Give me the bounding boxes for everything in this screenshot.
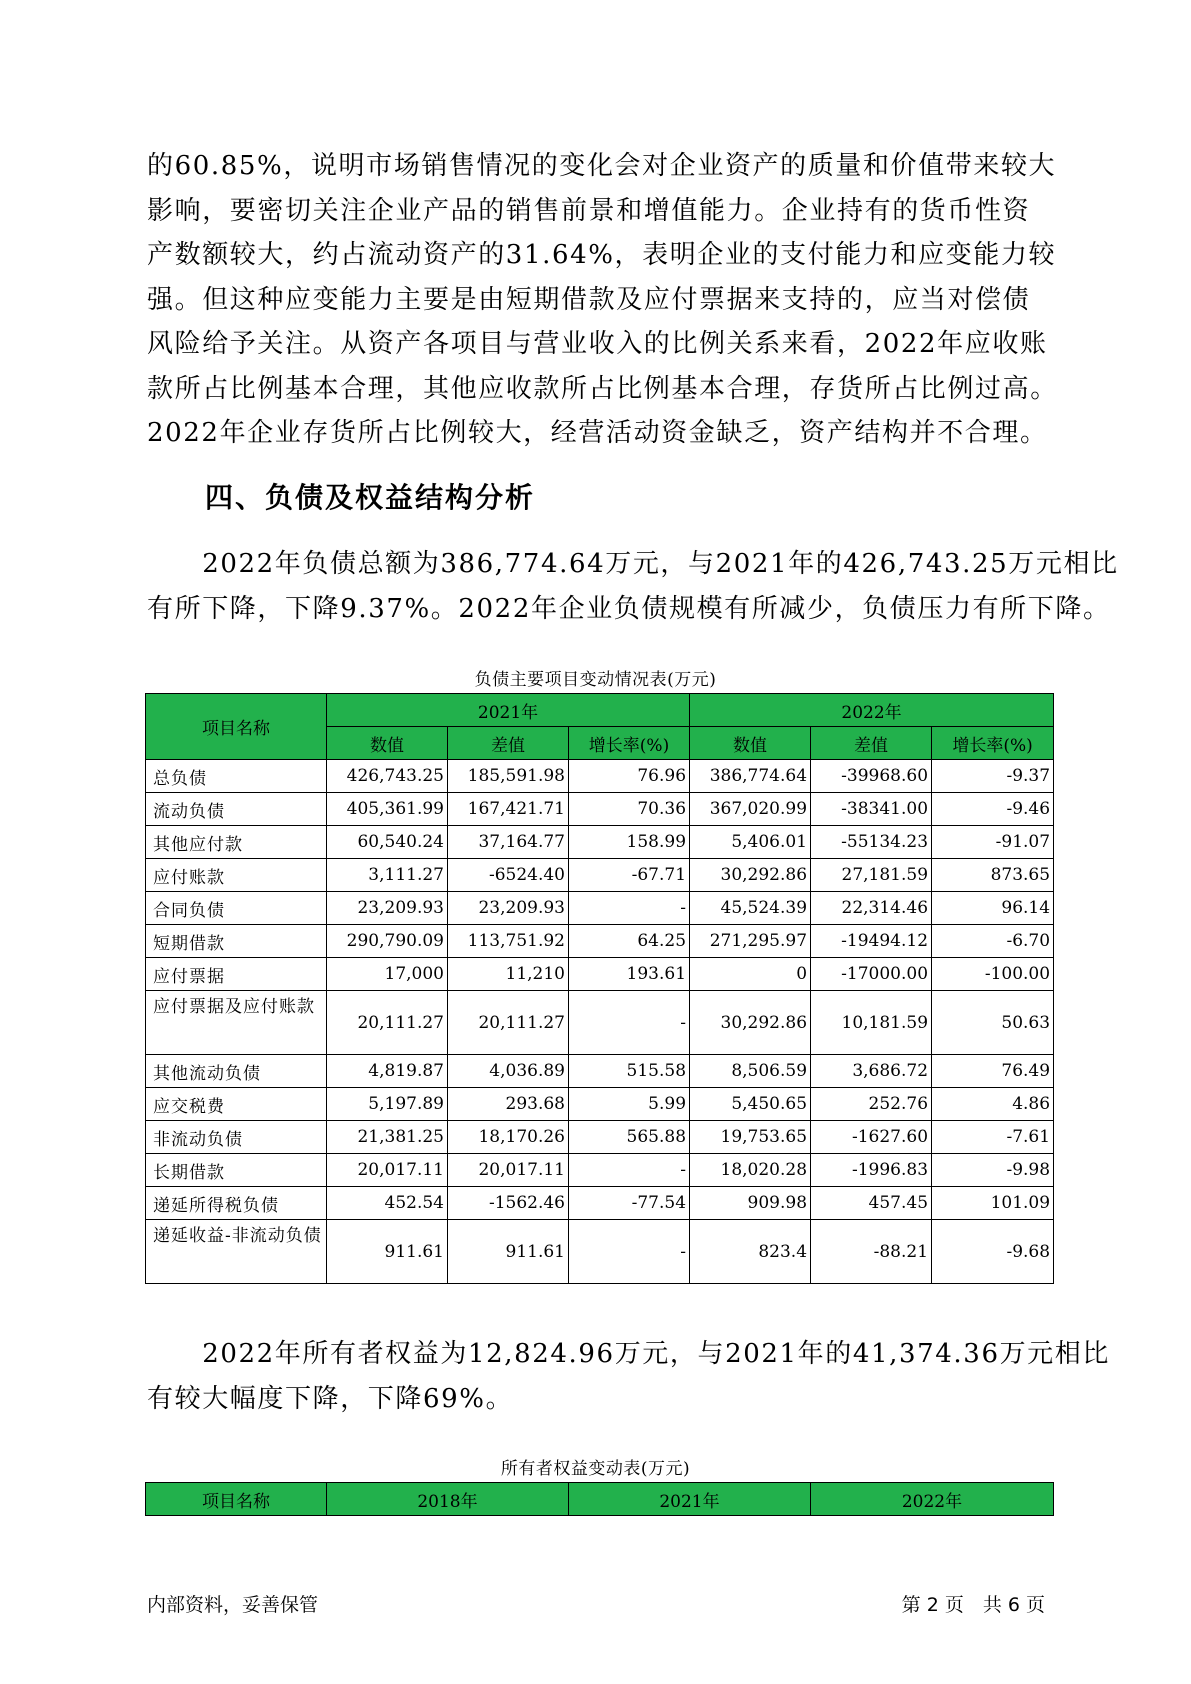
diff-2022-cell: -1996.83 (811, 1154, 932, 1187)
header-growth: 增长率(%) (569, 727, 690, 760)
footer-page-number: 第 2 页 共 6 页 (901, 1594, 1045, 1616)
table-row (146, 892, 1054, 925)
table-row (146, 1055, 1054, 1088)
diff-2022-cell: 252.76 (811, 1088, 932, 1121)
growth-2021-cell: 76.96 (569, 760, 690, 793)
value-2021-cell: 60,540.24 (327, 826, 448, 859)
header-diff: 差值 (448, 727, 569, 760)
value-2021-cell: 20,111.27 (327, 991, 448, 1055)
growth-2021-cell: 158.99 (569, 826, 690, 859)
value-2022-cell: 30,292.86 (690, 991, 811, 1055)
row-name-cell: 应付票据及应付账款 (146, 991, 327, 1055)
value-2021-cell: 911.61 (327, 1220, 448, 1284)
diff-2022-cell: 27,181.59 (811, 859, 932, 892)
table-row (146, 826, 1054, 859)
diff-2022-cell: -17000.00 (811, 958, 932, 991)
diff-2021-cell: 20,111.27 (448, 991, 569, 1055)
growth-2022-cell: 873.65 (932, 859, 1054, 892)
value-2021-cell: 5,197.89 (327, 1088, 448, 1121)
intro-line: 的60.85%，说明市场销售情况的变化会对企业资产的质量和价值带来较大 (147, 151, 1057, 181)
diff-2021-cell: 23,209.93 (448, 892, 569, 925)
table-row (146, 925, 1054, 958)
diff-2022-cell: 22,314.46 (811, 892, 932, 925)
row-name-cell: 应付账款 (146, 859, 327, 892)
header-value: 数值 (327, 727, 448, 760)
liability-line: 2022年负债总额为386,774.64万元，与2021年的426,743.25万元相比 (147, 549, 1119, 579)
row-name-cell: 应付票据 (146, 958, 327, 991)
row-name-cell: 流动负债 (146, 793, 327, 826)
row-name-cell: 应交税费 (146, 1088, 327, 1121)
row-name-cell: 其他流动负债 (146, 1055, 327, 1088)
intro-line: 产数额较大，约占流动资产的31.64%，表明企业的支付能力和应变能力较 (147, 240, 1057, 270)
table-row (146, 1187, 1054, 1220)
footer-left: 内部资料，妥善保管 (147, 1594, 319, 1616)
value-2021-cell: 4,819.87 (327, 1055, 448, 1088)
liability-line: 有所下降，下降9.37%。2022年企业负债规模有所减少，负债压力有所下降。 (147, 593, 1111, 624)
header-value: 数值 (690, 727, 811, 760)
diff-2022-cell: -88.21 (811, 1220, 932, 1284)
value-2021-cell: 23,209.93 (327, 892, 448, 925)
table-row (146, 1121, 1054, 1154)
table-row (146, 760, 1054, 793)
table-row (146, 991, 1054, 1055)
growth-2022-cell: -9.98 (932, 1154, 1054, 1187)
value-2022-cell: 19,753.65 (690, 1121, 811, 1154)
row-name-cell: 递延收益-非流动负债 (146, 1220, 327, 1284)
header-year-2021: 2021年 (569, 1483, 811, 1516)
row-name-cell: 其他应付款 (146, 826, 327, 859)
liability-paragraph (147, 542, 1119, 631)
value-2022-cell: 271,295.97 (690, 925, 811, 958)
header-year-2022: 2022年 (690, 694, 1054, 727)
diff-2021-cell: 18,170.26 (448, 1121, 569, 1154)
diff-2022-cell: -39968.60 (811, 760, 932, 793)
growth-2021-cell: - (569, 991, 690, 1055)
row-name-cell: 长期借款 (146, 1154, 327, 1187)
growth-2022-cell: 101.09 (932, 1187, 1054, 1220)
equity-table (145, 1482, 1054, 1516)
growth-2021-cell: -77.54 (569, 1187, 690, 1220)
growth-2022-cell: -9.37 (932, 760, 1054, 793)
table-row (146, 1220, 1054, 1284)
intro-line: 影响，要密切关注企业产品的销售前景和增值能力。企业持有的货币性资 (147, 195, 1031, 226)
value-2021-cell: 21,381.25 (327, 1121, 448, 1154)
equity-table-caption: 所有者权益变动表(万元) (500, 1459, 691, 1479)
value-2022-cell: 5,450.65 (690, 1088, 811, 1121)
growth-2021-cell: - (569, 892, 690, 925)
header-diff: 差值 (811, 727, 932, 760)
diff-2021-cell: 37,164.77 (448, 826, 569, 859)
value-2022-cell: 45,524.39 (690, 892, 811, 925)
intro-line: 风险给予关注。从资产各项目与营业收入的比例关系来看，2022年应收账 (147, 329, 1048, 359)
diff-2022-cell: -38341.00 (811, 793, 932, 826)
growth-2021-cell: 193.61 (569, 958, 690, 991)
diff-2021-cell: 293.68 (448, 1088, 569, 1121)
row-name-cell: 合同负债 (146, 892, 327, 925)
growth-2022-cell: 50.63 (932, 991, 1054, 1055)
equity-line: 2022年所有者权益为12,824.96万元，与2021年的41,374.36万元相比 (147, 1339, 1110, 1369)
value-2022-cell: 8,506.59 (690, 1055, 811, 1088)
growth-2022-cell: -6.70 (932, 925, 1054, 958)
value-2022-cell: 909.98 (690, 1187, 811, 1220)
table-row (146, 793, 1054, 826)
row-name-cell: 总负债 (146, 760, 327, 793)
diff-2022-cell: 3,686.72 (811, 1055, 932, 1088)
header-year-2022: 2022年 (811, 1483, 1054, 1516)
row-name-cell: 非流动负债 (146, 1121, 327, 1154)
header-item-name: 项目名称 (146, 694, 327, 760)
intro-paragraph (147, 144, 1058, 456)
diff-2022-cell: -1627.60 (811, 1121, 932, 1154)
diff-2022-cell: -55134.23 (811, 826, 932, 859)
table-row (146, 1088, 1054, 1121)
liability-table (145, 693, 1054, 1284)
diff-2021-cell: 185,591.98 (448, 760, 569, 793)
value-2021-cell: 452.54 (327, 1187, 448, 1220)
diff-2021-cell: 113,751.92 (448, 925, 569, 958)
growth-2021-cell: 70.36 (569, 793, 690, 826)
liability-table-caption: 负债主要项目变动情况表(万元) (474, 670, 717, 690)
growth-2022-cell: -91.07 (932, 826, 1054, 859)
table-row (146, 958, 1054, 991)
value-2022-cell: 386,774.64 (690, 760, 811, 793)
header-year-2018: 2018年 (327, 1483, 569, 1516)
intro-line: 强。但这种应变能力主要是由短期借款及应付票据来支持的，应当对偿债 (147, 284, 1031, 315)
growth-2022-cell: 4.86 (932, 1088, 1054, 1121)
value-2021-cell: 290,790.09 (327, 925, 448, 958)
value-2021-cell: 20,017.11 (327, 1154, 448, 1187)
growth-2022-cell: -100.00 (932, 958, 1054, 991)
growth-2021-cell: 565.88 (569, 1121, 690, 1154)
header-item-name: 项目名称 (146, 1483, 327, 1516)
diff-2021-cell: 911.61 (448, 1220, 569, 1284)
diff-2021-cell: -6524.40 (448, 859, 569, 892)
value-2022-cell: 5,406.01 (690, 826, 811, 859)
table-row (146, 859, 1054, 892)
diff-2021-cell: -1562.46 (448, 1187, 569, 1220)
value-2022-cell: 18,020.28 (690, 1154, 811, 1187)
value-2022-cell: 30,292.86 (690, 859, 811, 892)
growth-2021-cell: -67.71 (569, 859, 690, 892)
table-row (146, 1154, 1054, 1187)
value-2021-cell: 17,000 (327, 958, 448, 991)
header-year-2021: 2021年 (327, 694, 690, 727)
equity-line: 有较大幅度下降，下降69%。 (147, 1383, 514, 1414)
growth-2021-cell: 5.99 (569, 1088, 690, 1121)
value-2022-cell: 823.4 (690, 1220, 811, 1284)
intro-line: 款所占比例基本合理，其他应收款所占比例基本合理，存货所占比例过高。 (147, 373, 1058, 404)
growth-2022-cell: -7.61 (932, 1121, 1054, 1154)
growth-2022-cell: 76.49 (932, 1055, 1054, 1088)
diff-2021-cell: 20,017.11 (448, 1154, 569, 1187)
growth-2022-cell: -9.68 (932, 1220, 1054, 1284)
value-2021-cell: 405,361.99 (327, 793, 448, 826)
row-name-cell: 短期借款 (146, 925, 327, 958)
header-growth: 增长率(%) (932, 727, 1054, 760)
diff-2021-cell: 11,210 (448, 958, 569, 991)
diff-2022-cell: 10,181.59 (811, 991, 932, 1055)
intro-line: 2022年企业存货所占比例较大，经营活动资金缺乏，资产结构并不合理。 (147, 418, 1048, 448)
value-2022-cell: 367,020.99 (690, 793, 811, 826)
row-name-cell: 递延所得税负债 (146, 1187, 327, 1220)
growth-2021-cell: - (569, 1154, 690, 1187)
growth-2022-cell: 96.14 (932, 892, 1054, 925)
diff-2021-cell: 167,421.71 (448, 793, 569, 826)
value-2021-cell: 426,743.25 (327, 760, 448, 793)
growth-2021-cell: - (569, 1220, 690, 1284)
diff-2021-cell: 4,036.89 (448, 1055, 569, 1088)
equity-paragraph (147, 1332, 1110, 1421)
diff-2022-cell: 457.45 (811, 1187, 932, 1220)
value-2021-cell: 3,111.27 (327, 859, 448, 892)
section-heading: 四、负债及权益结构分析 (205, 481, 536, 514)
growth-2022-cell: -9.46 (932, 793, 1054, 826)
growth-2021-cell: 64.25 (569, 925, 690, 958)
diff-2022-cell: -19494.12 (811, 925, 932, 958)
growth-2021-cell: 515.58 (569, 1055, 690, 1088)
value-2022-cell: 0 (690, 958, 811, 991)
